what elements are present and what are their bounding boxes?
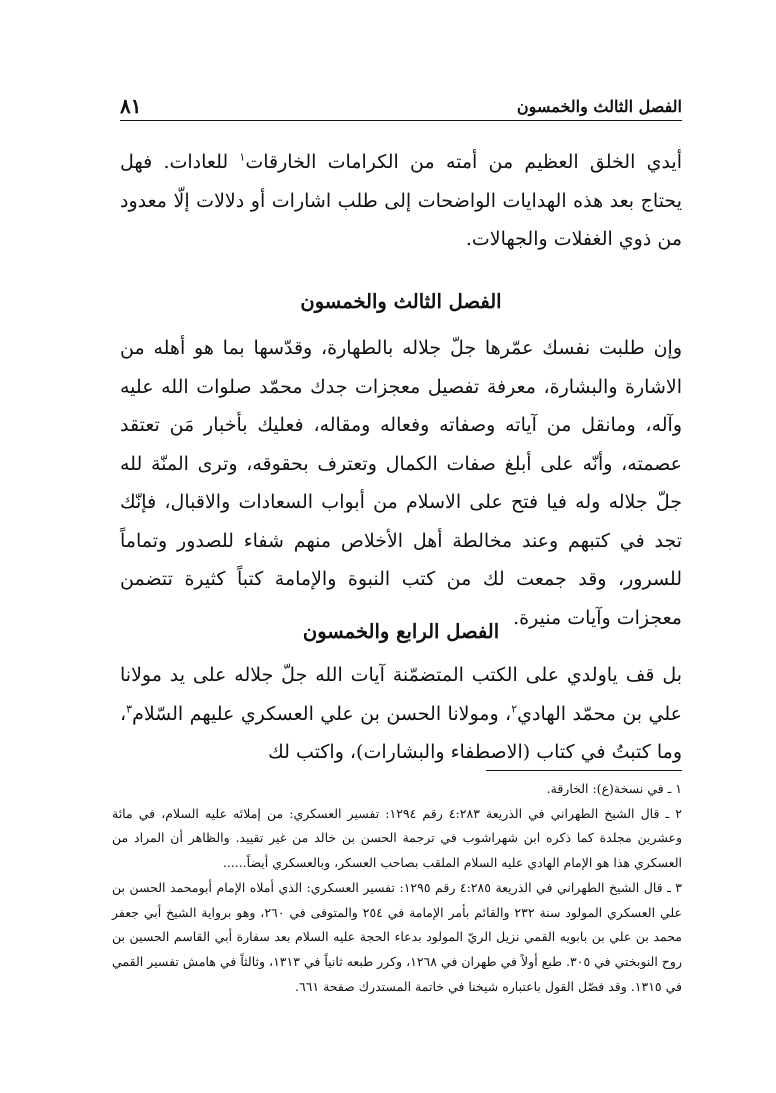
footnote-ref-1: ١: [239, 150, 246, 164]
footnote-divider: [486, 770, 682, 771]
section-heading-54: الفصل الرابع والخمسون: [302, 620, 500, 643]
running-title: الفصل الثالث والخمسون: [516, 97, 682, 116]
footnote-ref-2: ٢: [511, 702, 518, 716]
page-header: [120, 86, 682, 121]
footnotes: [112, 777, 682, 999]
footnote-3: ٣ ـ قال الشيخ الطهراني في الذريعة ٤:٢٨٥ رقم ١٢٩٥: تفسير العسكري: الذي أملاه الإمام أبومحمد الحسن بن علي العسكري المولود سنة ٢٣٢ والقائم بأمر الإمامة في ٢٥٤ والمتوفى في ٢٦٠، وهو برواية الشيخ أبي جعفر محمد بن علي بن بابويه القمي نزيل الريّ المولود بدعاء الحجة عليه السلام بعد سفارة أبي القاسم الحسين بن روح النوبختي في ٣٠٥. طبع أولاً في طهران في ١٢٦٨، وكرر طبعه ثانياً في ١٣١٣، وثالثاً في هامش تفسير القمي في ١٣١٥. وقد فصّل القول باعتباره شيخنا في خاتمة المستدرك صفحة ٦٦١.: [112, 879, 682, 994]
paragraph-3-text-c: ، وما كتبتُ في كتاب (الاصطفاء والبشارات)، واكتب لك: [120, 702, 682, 763]
paragraph-3-text-a: بل قف ياولدي على الكتب المتضمّنة آيات الله جلّ جلاله على يد مولانا علي بن محمّد الهادي: [120, 664, 682, 725]
paragraph-1-text-b: للعادات. فهل يحتاج بعد هذه الهدايات الواضحات إلى طلب اشارات أو دلالات إلّا معدود من ذوي الغفلات والجهالات.: [120, 151, 682, 250]
footnote-1: ١ ـ في نسخة(ع): الخارقة.: [546, 781, 682, 796]
paragraph-3-text-b: ، ومولانا الحسن بن علي العسكري عليهم السّلام: [132, 702, 512, 725]
section-heading-53: الفصل الثالث والخمسون: [300, 290, 502, 313]
paragraph-1: [120, 143, 682, 259]
footnote-2: ٢ ـ قال الشيخ الطهراني في الذريعة ٤:٢٨٣ رقم ١٢٩٤: تفسير العسكري: من إملائه عليه السلام، في مائة وعشرين مجلدة كما ذكره ابن شهراشوب في ترجمة الحسن بن خالد من غير تقييد. والظاهر أن المراد من العسكري هذا هو الإمام الهادي عليه السلام الملقب بصاحب العسكر، وبالعسكري أيضاً......: [112, 805, 682, 871]
paragraph-3: [120, 656, 682, 772]
footnote-ref-3: ٣: [126, 702, 133, 716]
page-number: ٨١: [120, 94, 142, 118]
paragraph-2: وإن طلبت نفسك عمّرها جلّ جلاله بالطهارة، وقدّسها بما هو أهله من الاشارة والبشارة، معرفة تفصيل معجزات جدك محمّد صلوات الله عليه وآله، ومانقل من آياته وصفاته وفعاله ومقاله، فعليك بأخبار مَن تعتقد عصمته، وأنّه على أبلغ صفات الكمال وتعترف بحقوقه، وترى المنّة لله جلّ جلاله وله فيا فتح على الاسلام من أبواب السعادات والاقبال، فإنّك تجد في كتبهم وعند مخالطة أهل الأخلاص منهم شفاء للصدور وتماماً للسرور، وقد جمعت لك من كتب النبوة والإمامة كتباً كثيرة تتضمن معجزات وآيات منيرة.: [120, 337, 682, 629]
paragraph-1-text-a: أيدي الخلق العظيم من أمته من الكرامات الخارقات: [245, 151, 682, 173]
